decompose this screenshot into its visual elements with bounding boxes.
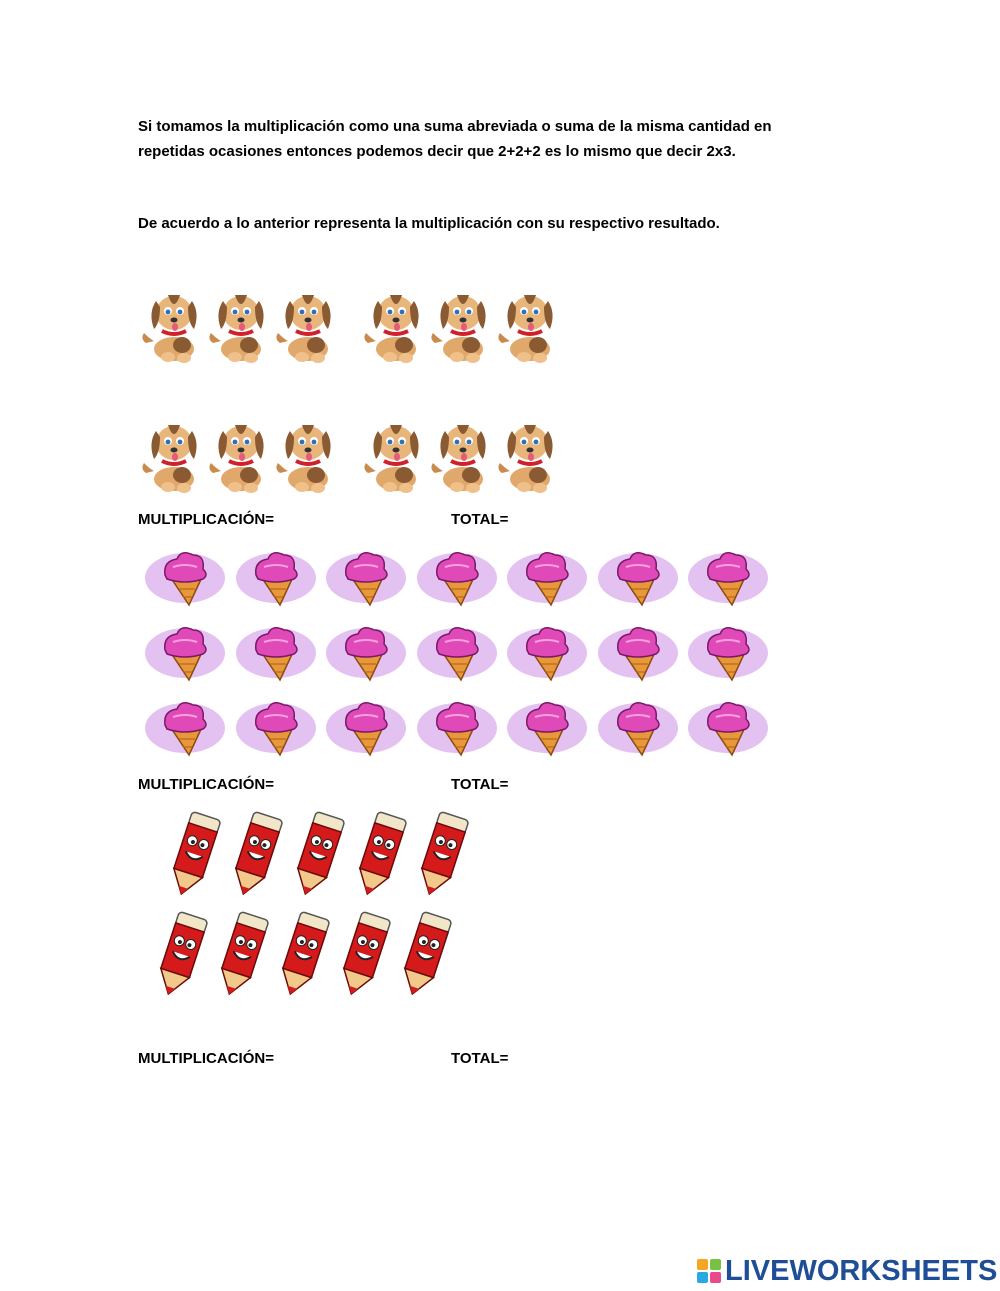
ice-cream-icon bbox=[417, 695, 497, 766]
ice-cream-icon bbox=[417, 620, 497, 691]
ice-cream-icon bbox=[145, 620, 225, 691]
pencil-icon bbox=[272, 910, 334, 1005]
ice-cream-icon bbox=[598, 545, 678, 616]
ice-cream-icon bbox=[507, 695, 587, 766]
pencil-icon bbox=[411, 810, 473, 905]
ice-cream-icon bbox=[145, 545, 225, 616]
ice-cream-row bbox=[145, 545, 775, 625]
pencil-icon bbox=[349, 810, 411, 905]
instruction-paragraph-2: De acuerdo a lo anterior representa la multiplicación con su respectivo resultado. bbox=[138, 215, 720, 232]
dog-icon bbox=[494, 283, 562, 368]
pencil-row bbox=[150, 910, 480, 1000]
dog-icon bbox=[360, 283, 428, 368]
multiplication-label: MULTIPLICACIÓN= bbox=[138, 776, 274, 793]
total-label: TOTAL= bbox=[451, 776, 509, 793]
dog-row bbox=[138, 413, 568, 493]
pencil-icon bbox=[163, 810, 225, 905]
ice-cream-icon bbox=[507, 620, 587, 691]
ice-cream-icon bbox=[145, 695, 225, 766]
ice-cream-icon bbox=[326, 545, 406, 616]
ice-cream-icon bbox=[236, 545, 316, 616]
dog-icon bbox=[205, 283, 273, 368]
pencil-icon bbox=[287, 810, 349, 905]
ice-cream-icon bbox=[507, 545, 587, 616]
ice-cream-icon bbox=[598, 695, 678, 766]
multiplication-label: MULTIPLICACIÓN= bbox=[138, 511, 274, 528]
dog-icon bbox=[427, 283, 495, 368]
total-label: TOTAL= bbox=[451, 1050, 509, 1067]
ice-cream-icon bbox=[236, 620, 316, 691]
ice-cream-icon bbox=[598, 620, 678, 691]
dog-icon bbox=[360, 413, 428, 498]
pencil-icon bbox=[211, 910, 273, 1005]
total-label: TOTAL= bbox=[451, 511, 509, 528]
ice-cream-icon bbox=[688, 695, 768, 766]
dog-icon bbox=[272, 283, 340, 368]
ice-cream-row bbox=[145, 695, 775, 775]
ice-cream-icon bbox=[236, 695, 316, 766]
logo-mark-icon bbox=[697, 1259, 721, 1283]
dog-icon bbox=[272, 413, 340, 498]
pencil-icon bbox=[394, 910, 456, 1005]
liveworksheets-logo bbox=[697, 1256, 997, 1286]
pencil-icon bbox=[225, 810, 287, 905]
ice-cream-icon bbox=[326, 695, 406, 766]
pencil-row bbox=[163, 810, 493, 900]
ice-cream-icon bbox=[417, 545, 497, 616]
pencil-icon bbox=[150, 910, 212, 1005]
dog-icon bbox=[427, 413, 495, 498]
ice-cream-row bbox=[145, 620, 775, 700]
multiplication-label: MULTIPLICACIÓN= bbox=[138, 1050, 274, 1067]
dog-icon bbox=[138, 413, 206, 498]
pencil-icon bbox=[333, 910, 395, 1005]
ice-cream-icon bbox=[688, 620, 768, 691]
dog-icon bbox=[138, 283, 206, 368]
dog-icon bbox=[205, 413, 273, 498]
instruction-paragraph-1: Si tomamos la multiplicación como una suma abreviada o suma de la misma cantidad en repetidas ocasiones entonces podemos decir que 2+2+2 es lo mismo que decir 2x3. bbox=[138, 118, 772, 160]
dog-icon bbox=[494, 413, 562, 498]
ice-cream-icon bbox=[326, 620, 406, 691]
dog-row bbox=[138, 283, 568, 363]
logo-text: LIVEWORKSHEETS bbox=[725, 1254, 998, 1287]
ice-cream-icon bbox=[688, 545, 768, 616]
